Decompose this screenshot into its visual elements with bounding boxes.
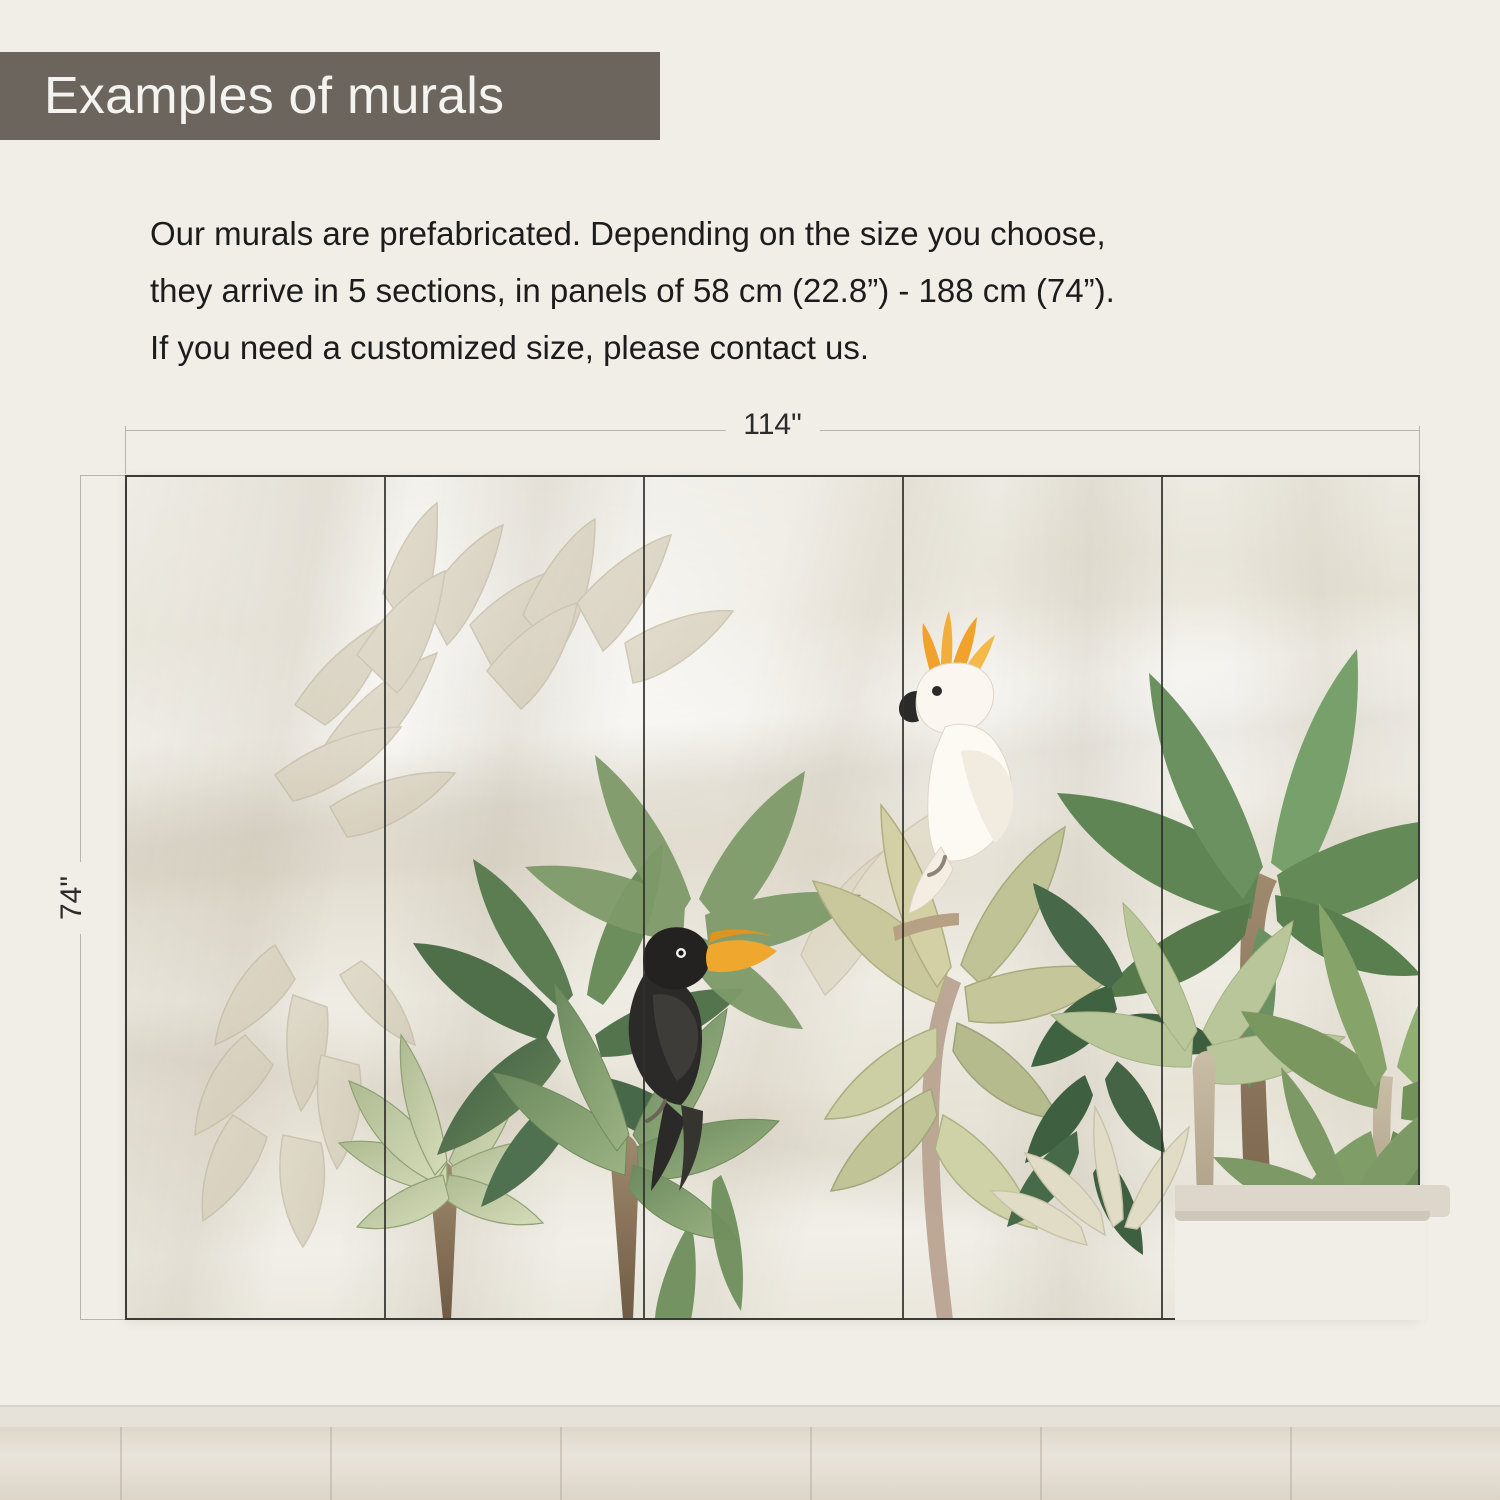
width-guide-tick-right [1419,426,1420,474]
height-dimension-guide [55,475,88,1320]
floor-plank-seam [560,1427,562,1500]
floor-plank-seam [1290,1427,1292,1500]
height-dimension-label: 74" [55,861,89,933]
title-banner [0,52,660,140]
panel-seam-3 [902,475,904,1320]
description-paragraph [150,205,1380,376]
panel-seam-4 [1161,475,1163,1320]
page-title: Examples of murals [44,67,505,125]
shelf-underside [1175,1211,1430,1221]
baseboard [0,1405,1500,1429]
floor-shading [0,1427,1500,1500]
width-dimension-guide [125,408,1420,441]
panel-2-feather-palm [525,755,861,1029]
wood-floor [0,1427,1500,1500]
floor-plank-seam [120,1427,122,1500]
height-guide-tick-top [80,475,128,476]
floor-plank-seam [330,1427,332,1500]
width-guide-tick-left [125,426,126,474]
description-line-2: they arrive in 5 sections, in panels of 58 cm (22.8”) - 188 cm (74”). [150,272,1115,309]
width-dimension-label: 114" [725,408,819,442]
floor-plank-seam [810,1427,812,1500]
panel-seam-2 [643,475,645,1320]
panel-seam-1 [384,475,386,1320]
floor-plank-seam [1040,1427,1042,1500]
description-line-1: Our murals are prefabricated. Depending on the size you choose, [150,215,1106,252]
height-guide-tick-bottom [80,1319,128,1320]
shelf-element [1175,1185,1450,1217]
description-line-3: If you need a customized size, please contact us. [150,329,870,366]
